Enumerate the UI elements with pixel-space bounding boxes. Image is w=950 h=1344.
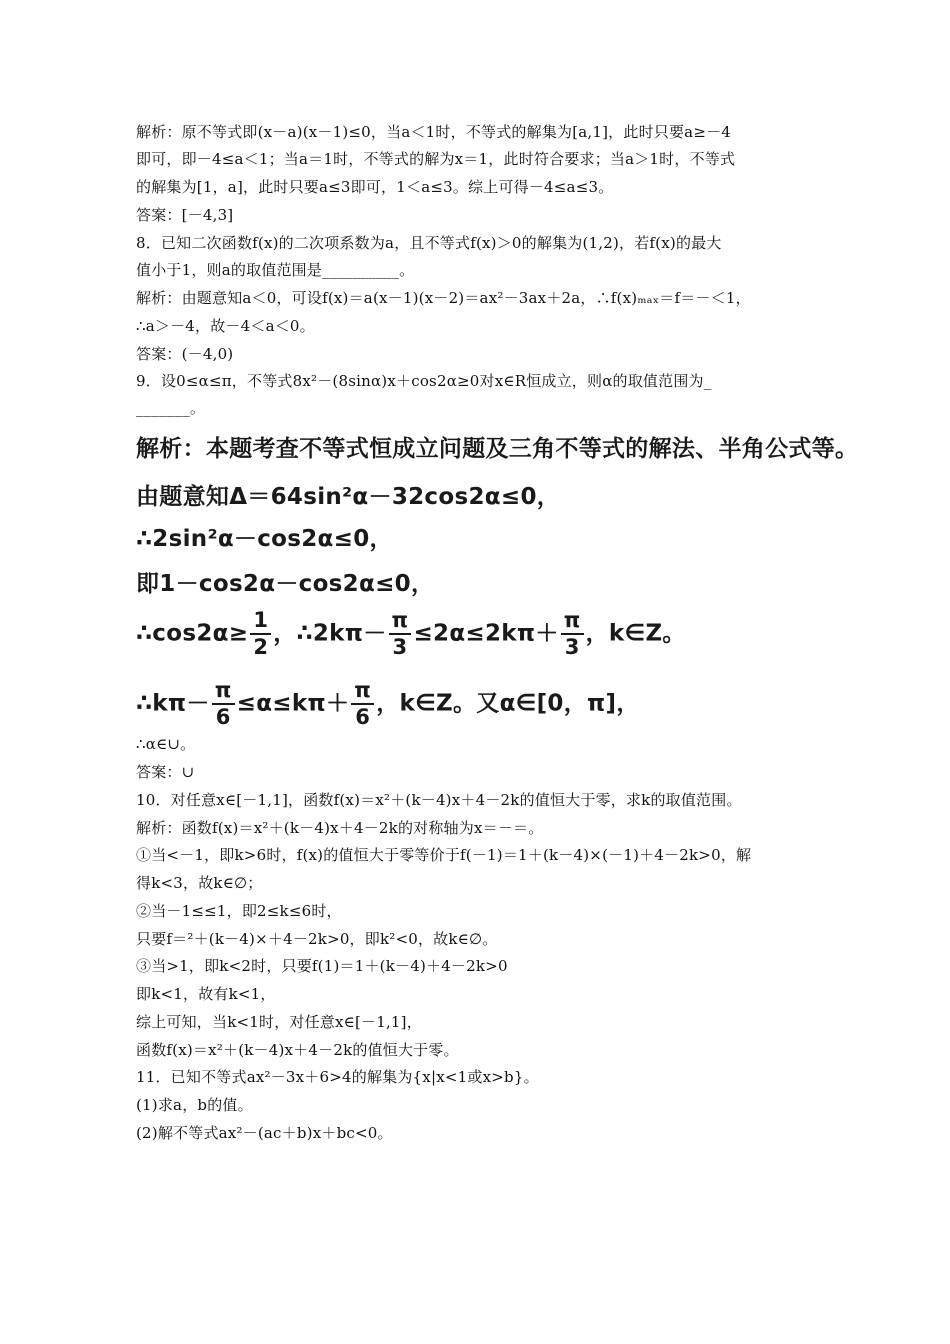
image-line: 即1－cos2α－cos2α≤0， xyxy=(136,571,435,597)
image-line: ∴2sin²α－cos2α≤0， xyxy=(136,526,393,552)
math-text: ，∴2kπ－ xyxy=(273,620,387,647)
math-text: ∴kπ－ xyxy=(136,690,210,717)
text-line: ③当>1，即k<2时，只要f(1)＝1＋(k－4)＋4－2k>0 xyxy=(136,957,508,975)
text-line: 解析：原不等式即(x－a)(x－1)≤0，当a＜1时，不等式的解集为[a,1]，此时只要a≥－4 xyxy=(136,123,732,141)
fraction: $\frac{\pi}{6}$ xyxy=(351,680,374,728)
text-line: 综上可知，当k<1时，对任意x∈[－1,1]， xyxy=(136,1013,422,1031)
math-text: ≤2α≤2kπ＋ xyxy=(413,620,559,647)
text-line: 8．已知二次函数f(x)的二次项系数为a，且不等式f(x)＞0的解集为(1,2)，若f(x)的最大 xyxy=(136,234,722,252)
math-text: ∴cos2α≥ xyxy=(136,620,249,647)
text-line: 的解集为[1，a]，此时只要a≤3即可，1＜a≤3。综上可得－4≤a≤3。 xyxy=(136,178,614,196)
text-line: 解析：由题意知a＜0，可设f(x)＝a(x－1)(x－2)＝ax²－3ax＋2a，∴f(x)ₘₐₓ＝f＝－＜1， xyxy=(136,289,751,307)
text-line: 只要f＝²＋(k－4)×＋4－2k>0，即k²<0，故k∈∅。 xyxy=(136,930,498,948)
text-line: 答案：(－4,0) xyxy=(136,345,234,363)
text-line: 答案：∪ xyxy=(136,763,195,781)
fraction: $\frac{\pi}{3}$ xyxy=(561,610,584,658)
text-line: ∴a＞－4，故－4＜a＜0。 xyxy=(136,317,315,335)
text-line: 11．已知不等式ax²－3x＋6>4的解集为{x|x<1或x>b}。 xyxy=(136,1068,539,1086)
text-line: 解析：函数f(x)＝x²＋(k－4)x＋4－2k的对称轴为x＝－＝。 xyxy=(136,819,544,837)
text-line: 函数f(x)＝x²＋(k－4)x＋4－2k的值恒大于零。 xyxy=(136,1041,459,1059)
fraction: $\frac{1}{2}$ xyxy=(250,610,271,658)
text-line: 得k<3，故k∈∅； xyxy=(136,874,263,892)
image-line-fractions xyxy=(136,680,640,728)
image-line: 由题意知Δ＝64sin²α－32cos2α≤0， xyxy=(136,484,561,510)
image-line: 解析：本题考查不等式恒成立问题及三角不等式的解法、半角公式等。 xyxy=(136,436,859,462)
text-line: (1)求a，b的值。 xyxy=(136,1096,253,1114)
text-line: 答案：[－4,3] xyxy=(136,206,234,224)
text-line: ②当－1≤≤1，即2≤k≤6时， xyxy=(136,902,342,920)
text-line: 9．设0≤α≤π，不等式8x²－(8sinα)x＋cos2α≥0对x∈R恒成立，则α的取值范围为_ xyxy=(136,372,712,390)
fraction: $\frac{\pi}{3}$ xyxy=(389,610,412,658)
text-line: 即可，即－4≤a＜1；当a＝1时，不等式的解为x＝1，此时符合要求；当a＞1时，不等式 xyxy=(136,150,736,168)
text-line: 10．对任意x∈[－1,1]，函数f(x)＝x²＋(k－4)x＋4－2k的值恒大于零，求k的取值范围。 xyxy=(136,791,742,809)
text-line: 值小于1，则a的取值范围是__________。 xyxy=(136,261,415,279)
text-line: _______。 xyxy=(136,399,206,417)
text-line: ∴α∈∪。 xyxy=(136,735,196,753)
math-text: ，k∈Z。 xyxy=(585,620,686,647)
math-text: ≤α≤kπ＋ xyxy=(236,690,350,717)
math-text: ，k∈Z。又α∈[0，π]， xyxy=(376,690,640,717)
text-line: 即k<1，故有k<1， xyxy=(136,985,276,1003)
image-line-fractions xyxy=(136,610,686,658)
fraction: $\frac{\pi}{6}$ xyxy=(212,680,235,728)
text-line: (2)解不等式ax²－(ac＋b)x＋bc<0。 xyxy=(136,1124,393,1142)
text-line: ①当<－1，即k>6时，f(x)的值恒大于零等价于f(－1)＝1＋(k－4)×(－1)＋4－2k>0，解 xyxy=(136,846,752,864)
